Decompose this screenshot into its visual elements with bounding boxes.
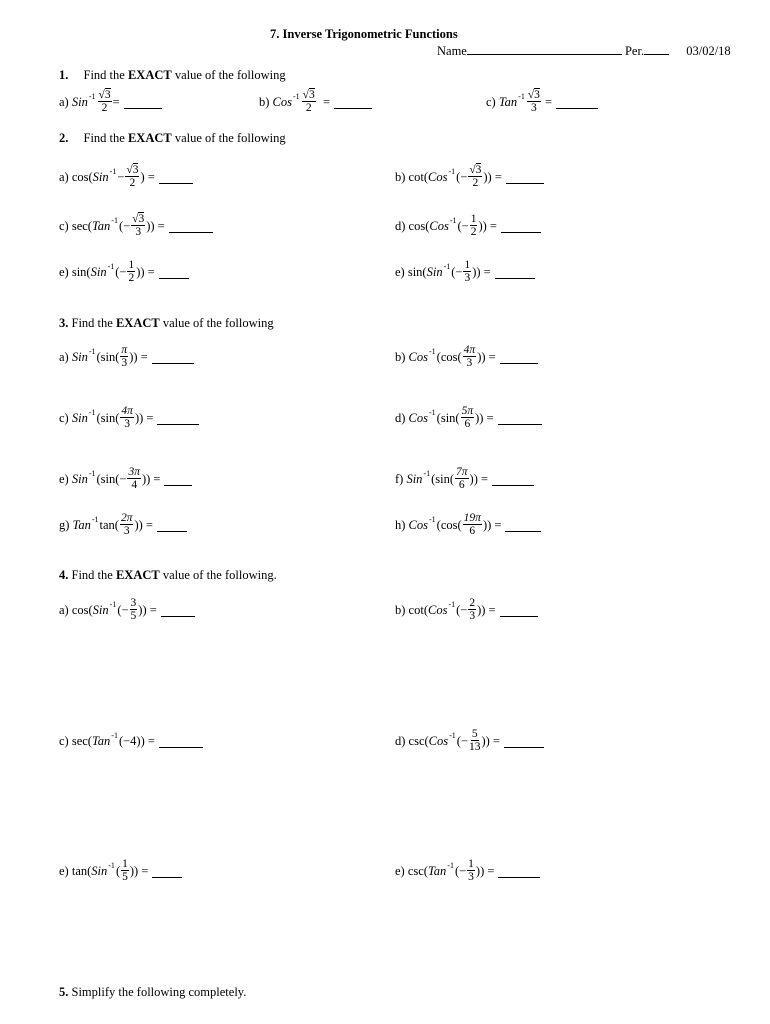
fn-name: Cos — [429, 218, 449, 233]
denominator: 2 — [470, 226, 477, 238]
denominator: 3 — [464, 272, 471, 284]
fn-name: Cos — [272, 94, 292, 109]
item-label: c) — [59, 218, 69, 233]
problem-2e — [59, 255, 189, 289]
problem-4a — [59, 593, 195, 627]
problem-4b — [395, 593, 538, 627]
outer-fn: csc( — [408, 733, 429, 748]
fn-name: Sin — [71, 471, 88, 486]
item-label: h) — [395, 517, 406, 532]
numerator: 3π — [128, 465, 140, 478]
prefix: (− — [451, 264, 463, 279]
problem-4c — [59, 724, 203, 758]
suffix: )) = — [472, 264, 491, 279]
numerator: 5π — [461, 404, 474, 417]
fraction — [455, 467, 469, 492]
fraction — [131, 214, 145, 239]
answer-blank[interactable] — [169, 220, 213, 233]
problem-4e — [59, 854, 182, 888]
numerator: 3 — [130, 596, 137, 609]
outer-fn: sec( — [71, 733, 92, 748]
problem-3e — [59, 462, 192, 496]
problem-4f — [395, 854, 540, 888]
denominator: 2 — [129, 177, 136, 189]
exponent: -1 — [429, 407, 436, 417]
problem-2d — [395, 209, 541, 243]
exponent: -1 — [293, 91, 300, 101]
outer-fn: cos( — [408, 218, 430, 233]
outer-fn: cos( — [71, 169, 93, 184]
numerator: √3 — [527, 88, 540, 101]
item-label: b) — [395, 349, 406, 364]
item-label: g) — [59, 517, 70, 532]
suffix: )) = — [134, 410, 154, 425]
fn-name: Cos — [427, 602, 448, 617]
denominator: 3 — [135, 226, 142, 238]
denominator: 5 — [130, 610, 137, 622]
inner-fn: (cos( — [436, 349, 462, 364]
answer-blank[interactable] — [157, 519, 187, 532]
fraction — [463, 345, 477, 370]
fn-name: Cos — [408, 517, 428, 532]
problem-2b — [395, 160, 544, 194]
problem-1a — [59, 85, 162, 119]
suffix: )) = — [478, 218, 497, 233]
suffix: )) = — [481, 733, 501, 748]
section-text-rest: value of the following — [171, 131, 286, 145]
date-text: 03/02/18 — [686, 44, 731, 58]
numerator: 1 — [464, 258, 471, 271]
section-text-rest: value of the following — [159, 316, 274, 330]
denominator: 3 — [468, 871, 474, 883]
suffix: )) = — [475, 410, 494, 425]
exponent: -1 — [111, 215, 118, 225]
item-label: a) — [59, 169, 69, 184]
answer-blank[interactable] — [500, 351, 538, 364]
fn-name: Tan — [498, 94, 518, 109]
fn-name: Sin — [71, 349, 88, 364]
fn-name: Cos — [428, 733, 449, 748]
numerator: 1 — [468, 857, 474, 870]
denominator: 4 — [131, 479, 138, 491]
period-label: Per. — [624, 44, 645, 58]
problem-2f — [395, 255, 535, 289]
fraction — [468, 598, 476, 623]
section-bold: EXACT — [127, 68, 172, 82]
item-label: e) — [395, 264, 405, 279]
suffix: )) = — [136, 264, 155, 279]
prefix: − — [117, 169, 125, 184]
exponent: -1 — [88, 91, 96, 101]
answer-blank[interactable] — [159, 735, 203, 748]
problem-2c — [59, 209, 213, 243]
fraction — [527, 90, 541, 115]
item-label: b) — [395, 169, 406, 184]
radicand: 3 — [308, 88, 315, 101]
fn-name: Tan — [91, 733, 111, 748]
fn-name: Cos — [408, 410, 428, 425]
radicand: 3 — [132, 163, 139, 176]
equals: = — [545, 94, 553, 109]
prefix: ( — [115, 863, 121, 878]
inner-fn: (sin(− — [96, 471, 127, 486]
radicand: 3 — [104, 88, 111, 101]
problem-3h — [395, 508, 541, 542]
fn-name: Sin — [90, 264, 107, 279]
exponent: -1 — [429, 346, 436, 356]
answer-blank[interactable] — [161, 604, 195, 617]
fn-name: Sin — [71, 94, 88, 109]
outer-fn: sin( — [71, 264, 91, 279]
problem-3b — [395, 340, 538, 374]
numerator: 4π — [463, 343, 476, 356]
answer-blank[interactable] — [159, 266, 189, 279]
denominator: 2 — [128, 272, 135, 284]
outer-fn: cos( — [71, 602, 93, 617]
exponent: -1 — [88, 346, 96, 356]
prefix: (− — [457, 218, 469, 233]
answer-blank[interactable] — [152, 865, 182, 878]
fn-name: Cos — [408, 349, 428, 364]
item-label: a) — [59, 94, 69, 109]
section-1-heading — [59, 68, 286, 83]
section-bold: EXACT — [115, 316, 160, 330]
answer-blank[interactable] — [164, 473, 192, 486]
prefix: (− — [118, 218, 131, 233]
numerator: 19π — [463, 511, 481, 524]
name-field[interactable] — [437, 43, 731, 59]
page-title: 7. Inverse Trigonometric Functions — [270, 27, 458, 41]
numerator: 1 — [128, 258, 135, 271]
answer-blank[interactable] — [157, 412, 199, 425]
inner-fn: (sin( — [96, 349, 120, 364]
name-blank[interactable] — [467, 43, 622, 55]
exponent: -1 — [107, 261, 115, 271]
suffix: (−4)) = — [118, 733, 155, 748]
denominator: 6 — [469, 525, 476, 537]
item-label: e) — [395, 863, 405, 878]
fraction — [130, 598, 138, 623]
fn-name: Sin — [406, 471, 423, 486]
item-label: c) — [486, 94, 496, 109]
item-label: a) — [59, 349, 69, 364]
answer-blank[interactable] — [504, 735, 544, 748]
numerator: √3 — [126, 163, 139, 176]
section-4-heading — [59, 568, 277, 583]
prefix: (− — [456, 733, 469, 748]
fn-name: Sin — [92, 169, 109, 184]
fraction — [127, 467, 141, 492]
item-label: e) — [59, 471, 69, 486]
numerator: √3 — [469, 163, 482, 176]
exponent: -1 — [91, 514, 99, 524]
fraction — [461, 406, 475, 431]
suffix: )) = — [146, 218, 165, 233]
answer-blank[interactable] — [498, 412, 542, 425]
fraction — [121, 859, 129, 884]
suffix: )) = — [138, 602, 157, 617]
denominator: 6 — [464, 418, 471, 430]
name-label: Name — [437, 44, 467, 58]
exponent: -1 — [518, 91, 525, 101]
fraction — [125, 165, 139, 190]
exponent: -1 — [423, 468, 431, 478]
numerator: 7π — [456, 465, 468, 478]
problem-3a — [59, 340, 194, 374]
exponent: -1 — [109, 166, 117, 176]
problem-3f — [395, 462, 534, 496]
fraction — [120, 345, 128, 370]
item-label: e) — [59, 863, 69, 878]
exponent: -1 — [88, 407, 96, 417]
exponent: -1 — [443, 261, 451, 271]
exponent: -1 — [111, 730, 118, 740]
numerator: 2π — [120, 511, 133, 524]
numerator: √3 — [132, 212, 145, 225]
fraction — [463, 513, 482, 538]
suffix: )) = — [475, 863, 495, 878]
fn-name: Sin — [71, 410, 88, 425]
fraction — [120, 406, 134, 431]
item-label: d) — [395, 218, 406, 233]
prefix: (− — [456, 602, 468, 617]
answer-blank[interactable] — [159, 171, 193, 184]
exponent: -1 — [108, 860, 115, 870]
item-label: d) — [395, 410, 406, 425]
section-number: 3. — [59, 316, 69, 330]
inner-fn: (sin( — [436, 410, 460, 425]
section-3-heading — [59, 316, 274, 331]
suffix: )) = — [134, 517, 153, 532]
fn-name: Cos — [427, 169, 448, 184]
fraction — [463, 260, 471, 285]
problem-3d — [395, 401, 542, 435]
inner-fn: (sin( — [96, 410, 120, 425]
problem-3g — [59, 508, 187, 542]
outer-fn: csc( — [407, 863, 428, 878]
section-number: 2. — [59, 131, 69, 145]
fn-name: Tan — [427, 863, 447, 878]
problem-2a — [59, 160, 193, 194]
section-text-rest: value of the following — [171, 68, 286, 82]
suffix: )) = — [129, 863, 149, 878]
fraction — [468, 165, 482, 190]
item-label: b) — [395, 602, 406, 617]
suffix: )) = — [469, 471, 489, 486]
fn-name: Sin — [92, 602, 109, 617]
section-number: 5. — [59, 985, 69, 999]
item-label: f) — [395, 471, 404, 486]
outer-fn: cot( — [408, 602, 428, 617]
problem-1b — [259, 85, 372, 119]
denominator: 2 — [305, 102, 312, 114]
equals: = — [322, 94, 331, 109]
numerator: 1 — [470, 212, 477, 225]
numerator: √3 — [302, 88, 315, 101]
answer-blank[interactable] — [500, 604, 538, 617]
prefix: (− — [456, 169, 468, 184]
fraction — [98, 90, 112, 115]
numerator: √3 — [98, 88, 111, 101]
numerator: π — [121, 343, 128, 356]
denominator: 3 — [121, 357, 128, 369]
answer-blank[interactable] — [506, 171, 544, 184]
answer-blank[interactable] — [124, 96, 162, 109]
fn-name: Tan — [72, 517, 91, 532]
denominator: 3 — [530, 102, 537, 114]
answer-blank[interactable] — [152, 351, 194, 364]
section-text: Find the — [83, 68, 128, 82]
section-text-rest: value of the following. — [159, 568, 277, 582]
period-blank[interactable] — [644, 43, 669, 55]
answer-blank[interactable] — [334, 96, 372, 109]
fn-name: Tan — [91, 218, 111, 233]
radicand: 3 — [475, 163, 482, 176]
outer-fn: sin( — [407, 264, 427, 279]
suffix: )) = — [477, 349, 496, 364]
denominator: 3 — [124, 418, 131, 430]
item-label: c) — [59, 733, 69, 748]
radicand: 3 — [138, 212, 145, 225]
fraction — [127, 260, 135, 285]
suffix: ) = — [140, 169, 155, 184]
denominator: 2 — [472, 177, 479, 189]
answer-blank[interactable] — [498, 865, 540, 878]
problem-1c — [486, 85, 598, 119]
item-label: a) — [59, 602, 69, 617]
answer-blank[interactable] — [492, 473, 534, 486]
inner-fn: tan( — [99, 517, 119, 532]
prefix: (− — [115, 264, 127, 279]
numerator: 5 — [471, 727, 478, 740]
numerator: 1 — [122, 857, 128, 870]
section-bold: EXACT — [127, 131, 172, 145]
section-text: Find the — [68, 568, 116, 582]
section-5-heading — [59, 985, 246, 1000]
suffix: )) = — [483, 169, 502, 184]
equals: = — [112, 94, 120, 109]
item-label: e) — [59, 264, 69, 279]
item-label: d) — [395, 733, 406, 748]
exponent: -1 — [449, 215, 457, 225]
outer-fn: tan( — [71, 863, 92, 878]
prefix: (− — [454, 863, 467, 878]
section-number: 1. — [59, 68, 69, 82]
exponent: -1 — [447, 860, 454, 870]
numerator: 4π — [121, 404, 133, 417]
section-bold: EXACT — [115, 568, 160, 582]
suffix: )) = — [141, 471, 161, 486]
inner-fn: (cos( — [436, 517, 462, 532]
exponent: -1 — [449, 730, 456, 740]
denominator: 3 — [466, 357, 473, 369]
denominator: 6 — [458, 479, 465, 491]
section-text: Find the — [68, 316, 116, 330]
denominator: 3 — [123, 525, 130, 537]
outer-fn: cot( — [408, 169, 428, 184]
numerator: 2 — [469, 596, 476, 609]
outer-fn: sec( — [71, 218, 92, 233]
fraction — [470, 214, 478, 239]
suffix: )) = — [129, 349, 148, 364]
fraction — [469, 729, 481, 754]
suffix: )) = — [477, 602, 496, 617]
exponent: -1 — [448, 599, 456, 609]
inner-fn: (sin( — [431, 471, 455, 486]
section-number: 4. — [59, 568, 69, 582]
prefix: (− — [117, 602, 129, 617]
answer-blank[interactable] — [501, 220, 541, 233]
radicand: 3 — [534, 88, 540, 101]
fraction — [467, 859, 475, 884]
item-label: c) — [59, 410, 69, 425]
denominator: 3 — [469, 610, 476, 622]
answer-blank[interactable] — [495, 266, 535, 279]
fn-name: Sin — [426, 264, 443, 279]
exponent: -1 — [448, 166, 456, 176]
answer-blank[interactable] — [556, 96, 598, 109]
denominator: 2 — [101, 102, 108, 114]
fraction — [120, 513, 134, 538]
denominator: 5 — [122, 871, 128, 883]
item-label: b) — [259, 94, 270, 109]
problem-3c — [59, 401, 199, 435]
section-2-heading — [59, 131, 286, 146]
fn-name: Sin — [91, 863, 108, 878]
section-text: Simplify the following completely. — [68, 985, 247, 999]
suffix: )) = — [482, 517, 502, 532]
answer-blank[interactable] — [505, 519, 541, 532]
section-text: Find the — [83, 131, 128, 145]
exponent: -1 — [429, 514, 436, 524]
fraction — [302, 90, 316, 115]
exponent: -1 — [109, 599, 117, 609]
denominator: 13 — [469, 741, 481, 753]
problem-4d — [395, 724, 544, 758]
exponent: -1 — [88, 468, 96, 478]
